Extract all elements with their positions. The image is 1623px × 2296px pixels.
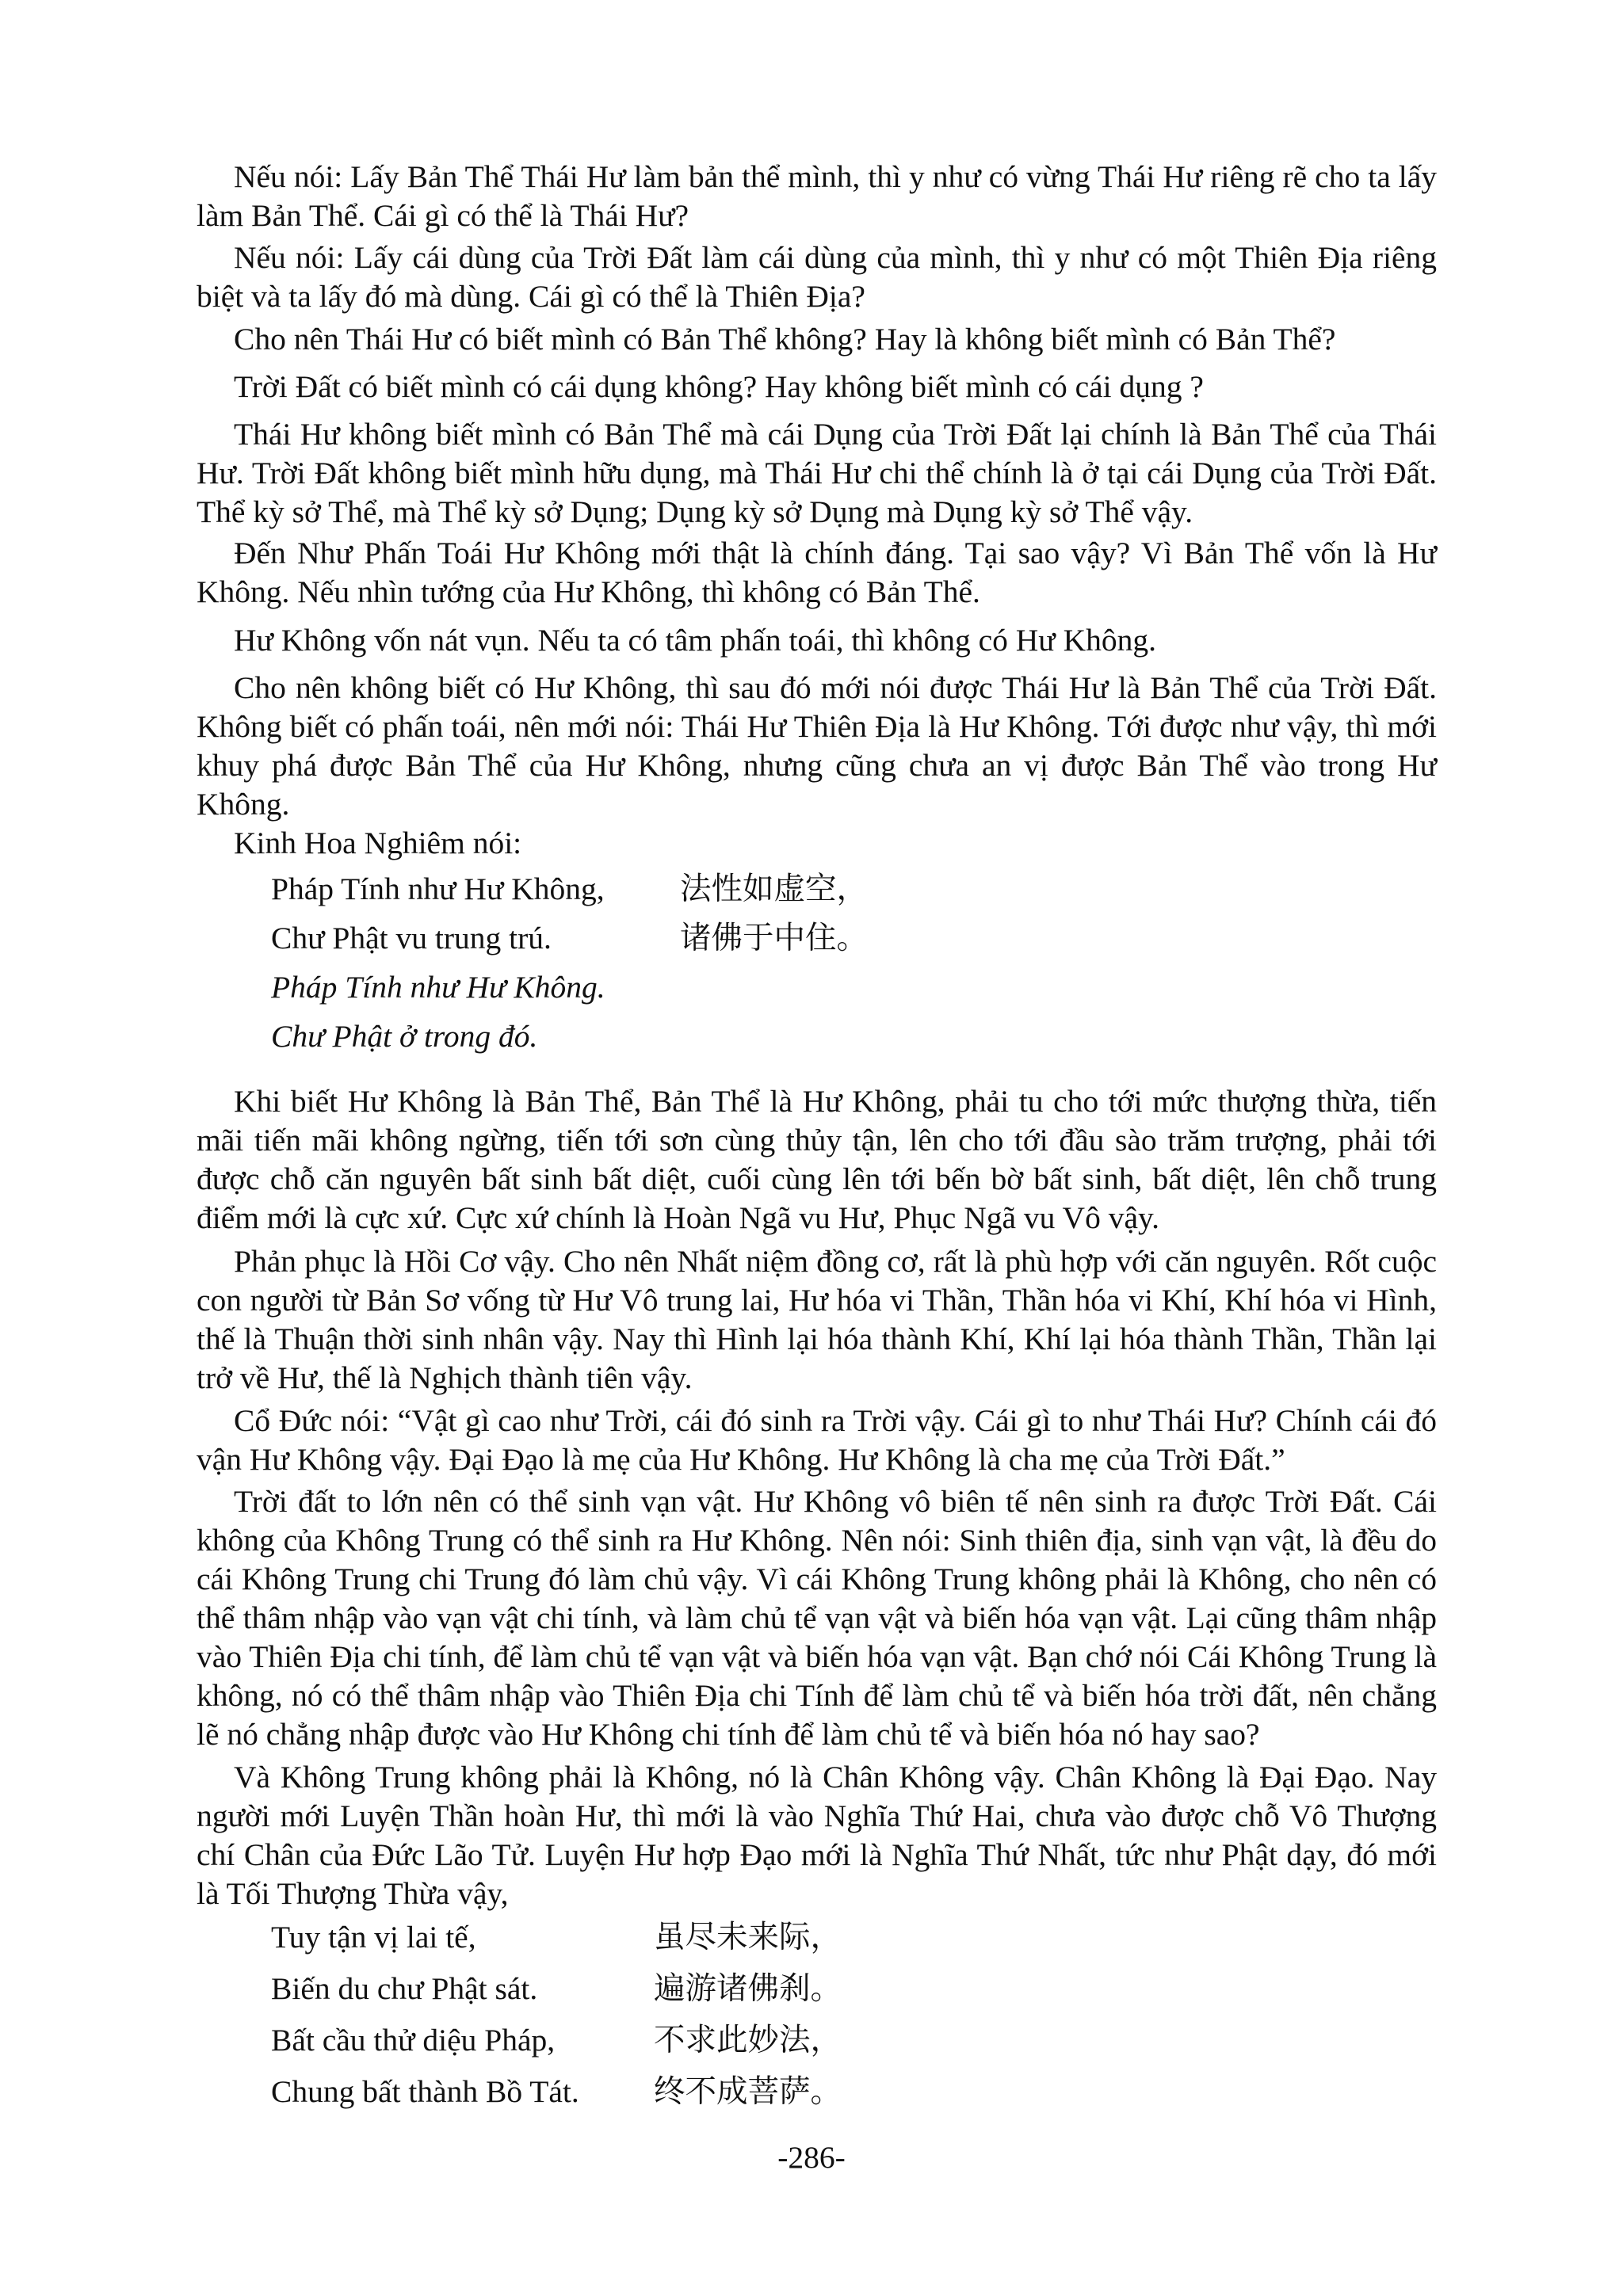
paragraph-6: Đến Như Phấn Toái Hư Không mới thật là chính đáng. Tại sao vậy? Vì Bản Thể vốn là Hư Không. Nếu nhìn tướng của Hư Không, thì không có Bản Thể. [197, 536, 1437, 609]
paragraph-2: Nếu nói: Lấy cái dùng của Trời Đất làm cái dùng của mình, thì y như có một Thiên Địa riêng biệt và ta lấy đó mà dùng. Cái gì có thể là Thiên Địa? [197, 240, 1437, 314]
verse1-han-1: 法性如虚空， [680, 871, 868, 906]
paragraph-10: Khi biết Hư Không là Bản Thể, Bản Thể là Hư Không, phải tu cho tới mức thượng thừa, tiến mãi tiến mãi không ngừng, tiến tới sơn cùng thủy tận, lên cho tới đầu sào trăm trượng, phải tới được chỗ căn nguyên bất sinh bất diệt, cuối cùng lên tới bến bờ bất sinh, bất diệt, lên chỗ trung điểm mới là cực xứ. Cực xứ chính là Hoàn Ngã vu Hư, Phục Ngã vu Vô vậy. [197, 1084, 1437, 1235]
paragraph-5: Thái Hư không biết mình có Bản Thể mà cái Dụng của Trời Đất lại chính là Bản Thể của Thái Hư. Trời Đất không biết mình hữu dụng, mà Thái Hư chi thể chính là ở tại cái Dụng của Trời Đất. Thể kỳ sở Thể, mà Thể kỳ sở Dụng; Dụng kỳ sở Dụng mà Dụng kỳ sở Thể vậy. [197, 417, 1437, 529]
verse1-han-2: 诸佛于中住。 [680, 921, 868, 955]
paragraph-11: Phản phục là Hồi Cơ vậy. Cho nên Nhất niệm đồng cơ, rất là phù hợp với căn nguyên. Rốt cuộc con người từ Bản Sơ vống từ Hư Vô trung lai, Hư hóa vi Thần, Thần hóa vi Khí, Khí hóa vi Hình, thế là Thuận thời sinh nhân vậy. Nay thì Hình lại hóa thành Khí, Khí lại hóa thành Thần, Thần lại trở về Hư, thế là Nghịch thành tiên vậy. [197, 1244, 1437, 1395]
verse1-viet-1: Pháp Tính như Hư Không, [271, 871, 605, 906]
paragraph-1: Nếu nói: Lấy Bản Thể Thái Hư làm bản thể mình, thì y như có vừng Thái Hư riêng rẽ cho ta lấy làm Bản Thể. Cái gì có thể là Thái Hư? [197, 159, 1437, 233]
paragraph-14: Và Không Trung không phải là Không, nó là Chân Không vậy. Chân Không là Đại Đạo. Nay người mới Luyện Thần hoàn Hư, thì mới là vào Nghĩa Thứ Hai, chưa vào được chỗ Vô Thượng chí Chân của Đức Lão Tử. Luyện Hư hợp Đạo mới là Nghĩa Thứ Nhất, tức như Phật dạy, đó mới là Tối Thượng Thừa vậy, [197, 1760, 1437, 1911]
verse2-viet-2: Biến du chư Phật sát. [271, 1971, 538, 2006]
verse2-han-4: 终不成菩萨。 [654, 2074, 842, 2109]
verse1-translation-1: Pháp Tính như Hư Không. [271, 970, 605, 1005]
verse2-viet-3: Bất cầu thử diệu Pháp, [271, 2023, 556, 2058]
verse2-han-3: 不求此妙法， [654, 2023, 842, 2058]
page-number: -286- [777, 2140, 846, 2175]
paragraph-8: Cho nên không biết có Hư Không, thì sau đó mới nói được Thái Hư là Bản Thể của Trời Đất. Không biết có phấn toái, nên mới nói: Thái Hư Thiên Địa là Hư Không. Tới được như vậy, thì mới khuy phá được Bản Thể của Hư Không, nhưng cũng chưa an vị được Bản Thể vào trong Hư Không. [197, 670, 1437, 822]
verse2-viet-1: Tuy tận vị lai tế, [271, 1920, 476, 1955]
paragraph-4: Trời Đất có biết mình có cái dụng không? Hay không biết mình có cái dụng ? [234, 369, 1204, 404]
paragraph-12: Cổ Đức nói: “Vật gì cao như Trời, cái đó sinh ra Trời vậy. Cái gì to như Thái Hư? Chính cái đó vận Hư Không vậy. Đại Đạo là mẹ của Hư Không. Hư Không là cha mẹ của Trời Đất.” [197, 1403, 1437, 1477]
verse2-viet-4: Chung bất thành Bồ Tát. [271, 2074, 579, 2109]
verse1-viet-2: Chư Phật vu trung trú. [271, 921, 552, 955]
paragraph-13: Trời đất to lớn nên có thể sinh vạn vật. Hư Không vô biên tế nên sinh ra được Trời Đất. Cái không của Không Trung có thể sinh ra Hư Không. Nên nói: Sinh thiên địa, sinh vạn vật, là đều do cái Không Trung chi Trung đó làm chủ vậy. Vì cái Không Trung không phải là Không, cho nên có thể thâm nhập vào vạn vật chi tính, và làm chủ tể vạn vật và biến hóa vạn vật. Lại cũng thâm nhập vào Thiên Địa chi tính, để làm chủ tể vạn vật và biến hóa vạn vật. Bạn chớ nói Cái Không Trung là không, nó có thể thâm nhập vào Thiên Địa chi Tính để làm chủ tể và biến hóa trời đất, nên chẳng lẽ nó chẳng nhập được vào Hư Không chi tính để làm chủ tể và biến hóa nó hay sao? [197, 1484, 1437, 1752]
verse2-han-1: 虽尽未来际， [654, 1920, 842, 1955]
paragraph-7: Hư Không vốn nát vụn. Nếu ta có tâm phấn toái, thì không có Hư Không. [234, 623, 1156, 658]
verse1-translation-2: Chư Phật ở trong đó. [271, 1019, 538, 1054]
paragraph-9: Kinh Hoa Nghiêm nói: [234, 826, 522, 860]
paragraph-3: Cho nên Thái Hư có biết mình có Bản Thể không? Hay là không biết mình có Bản Thể? [234, 322, 1336, 357]
verse2-han-2: 遍游诸佛刹。 [654, 1971, 842, 2006]
